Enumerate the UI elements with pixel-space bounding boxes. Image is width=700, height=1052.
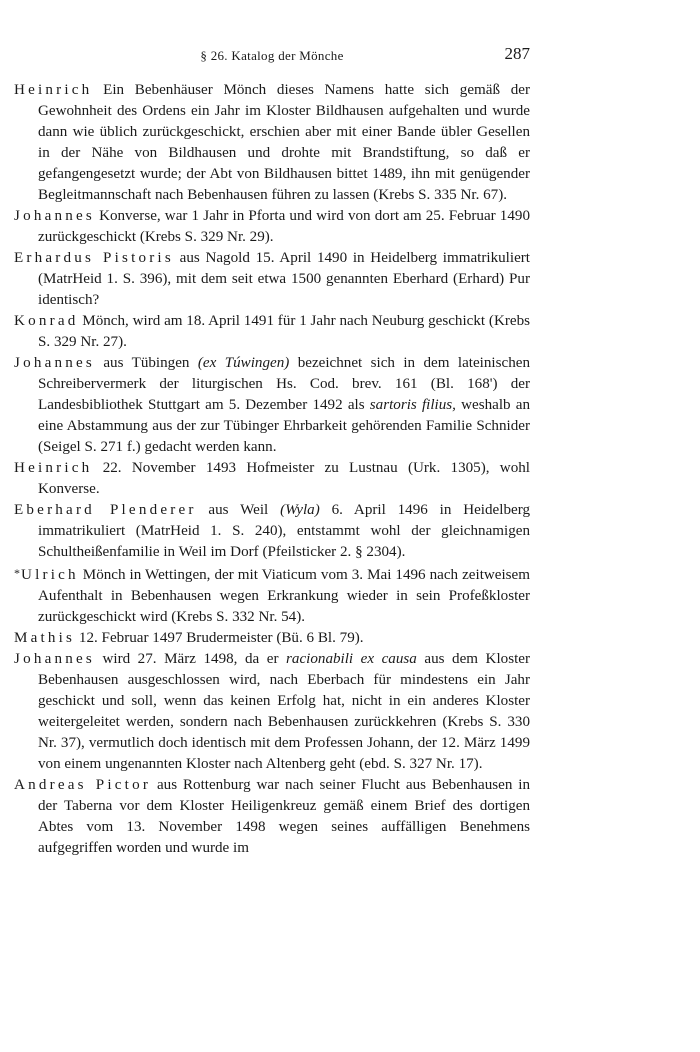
entry-text: bezeichnet sich in dem lateinischen Schreibervermerk der liturgischen Hs. Cod. brev. 161 (Bl. 168') der Landesbibliothek Stuttgart am 5. Dezember 1492 als — [38, 355, 530, 413]
entry-text: Konverse, war 1 Jahr in Pforta und wird von dort am 25. Februar 1490 zurückgeschickt (Krebs S. 329 Nr. 29). — [38, 208, 530, 245]
entry-eberhard-plenderer — [14, 500, 530, 563]
entry-name: Johannes — [14, 208, 95, 224]
entry-name: Konrad — [14, 313, 79, 329]
entry-andreas-pictor — [14, 775, 530, 859]
entry-heinrich-1 — [14, 80, 530, 206]
entry-text: Mönch in Wettingen, der mit Viaticum vom 3. Mai 1496 nach zeitweisem Aufenthalt in Bebenhausen wegen Erkrankung wieder in sein Profeßkloster zurückgeschickt wird (Krebs S. 332 Nr. 54). — [38, 567, 530, 625]
entry-latin-phrase: racionabili ex causa — [286, 651, 417, 667]
entry-johannes-2 — [14, 353, 530, 458]
entry-johannes-1 — [14, 206, 530, 248]
entry-heinrich-2 — [14, 458, 530, 500]
entry-konrad — [14, 311, 530, 353]
asterisk-marker: * — [14, 566, 20, 580]
entry-name: Ulrich — [21, 567, 79, 583]
entry-name: Eberhard Plenderer — [14, 502, 197, 518]
entry-text: 6. April 1496 in Heidelberg immatrikuliert (MatrHeid 1. S. 240), entstammt wohl der gleichnamigen Schultheißenfamilie in Weil im Dorf (Pfeilsticker 2. § 2304). — [38, 502, 530, 560]
entry-text: 22. November 1493 Hofmeister zu Lustnau (Urk. 1305), wohl Konverse. — [38, 460, 530, 497]
entry-johannes-3 — [14, 649, 530, 775]
page-number: 287 — [504, 44, 530, 63]
entry-latin-phrase: (Wyla) — [280, 502, 320, 518]
entry-text: aus dem Kloster Bebenhausen ausgeschlossen wird, nach Eberbach für mindestens ein Jahr geschickt und soll, wenn das keinen Erfolg hat, nicht in ein anderes Kloster weitergeleitet werden, sondern nach Bebenhausen zurückkehren (Krebs S. 330 Nr. 37), vermutlich doch identisch mit dem Professen Johann, der 12. März 1499 von einem ungenannten Kloster nach Altenberg geht (ebd. S. 327 Nr. 17). — [38, 651, 530, 772]
entry-mathis — [14, 628, 530, 649]
entry-name: Mathis — [14, 630, 76, 646]
section-title: § 26. Katalog der Mönche — [200, 48, 344, 63]
entry-latin-phrase: (ex Túwingen) — [197, 355, 290, 371]
entry-text: Ein Bebenhäuser Mönch dieses Namens hatte sich gemäß der Gewohnheit des Ordens ein Jahr im Kloster Bildhausen aufgehalten und wurde dann wie üblich zurückgeschickt, erschien aber mit einer Bande übler Gesellen in der Nähe von Bildhausen und drohte mit Brandstiftung, so daß er gefangengesetzt wurde; der Abt von Bildhausen bittet 1489, ihn mit genügender Begleitmannschaft nach Bebenhausen führen zu lassen (Krebs S. 335 Nr. 67). — [38, 82, 530, 203]
entry-text: aus Nagold 15. April 1490 in Heidelberg immatrikuliert (MatrHeid 1. S. 396), mit dem seit etwa 1500 genannten Eberhard (Erhard) Pur identisch? — [38, 250, 530, 308]
entry-erhardus-pistoris — [14, 248, 530, 311]
entry-text: 12. Februar 1497 Brudermeister (Bü. 6 Bl. 79). — [75, 630, 364, 646]
entry-name: Erhardus Pistoris — [14, 250, 174, 266]
entry-name: Heinrich — [14, 460, 93, 476]
entry-name: Andreas Pictor — [14, 777, 152, 793]
entry-name: Heinrich — [14, 82, 93, 98]
entry-name: Johannes — [14, 651, 95, 667]
entry-text: aus Weil — [196, 502, 281, 518]
entry-ulrich — [14, 563, 530, 628]
entry-text: aus Rottenburg war nach seiner Flucht aus Bebenhausen in der Taberna vor dem Kloster Heiligenkreuz gemäß einem Brief des dortigen Abtes vom 13. November 1498 wegen seines auffälligen Benehmens aufgegriffen worden und wurde im — [38, 777, 531, 856]
entry-name: Johannes — [14, 355, 95, 371]
entry-text: Mönch, wird am 18. April 1491 für 1 Jahr nach Neuburg geschickt (Krebs S. 329 Nr. 27). — [38, 313, 530, 350]
running-header — [14, 42, 530, 66]
catalog-text — [14, 80, 530, 859]
entry-text: aus Tübingen — [94, 355, 198, 371]
entry-latin-phrase: sartoris filius, — [369, 397, 456, 413]
entry-text: wird 27. März 1498, da er — [94, 651, 287, 667]
entry-text: weshalb an eine Abstammung aus der zur Tübinger Ehrbarkeit gehörenden Familie Schnider (Seigel S. 271 f.) gedacht werden kann. — [38, 397, 531, 455]
